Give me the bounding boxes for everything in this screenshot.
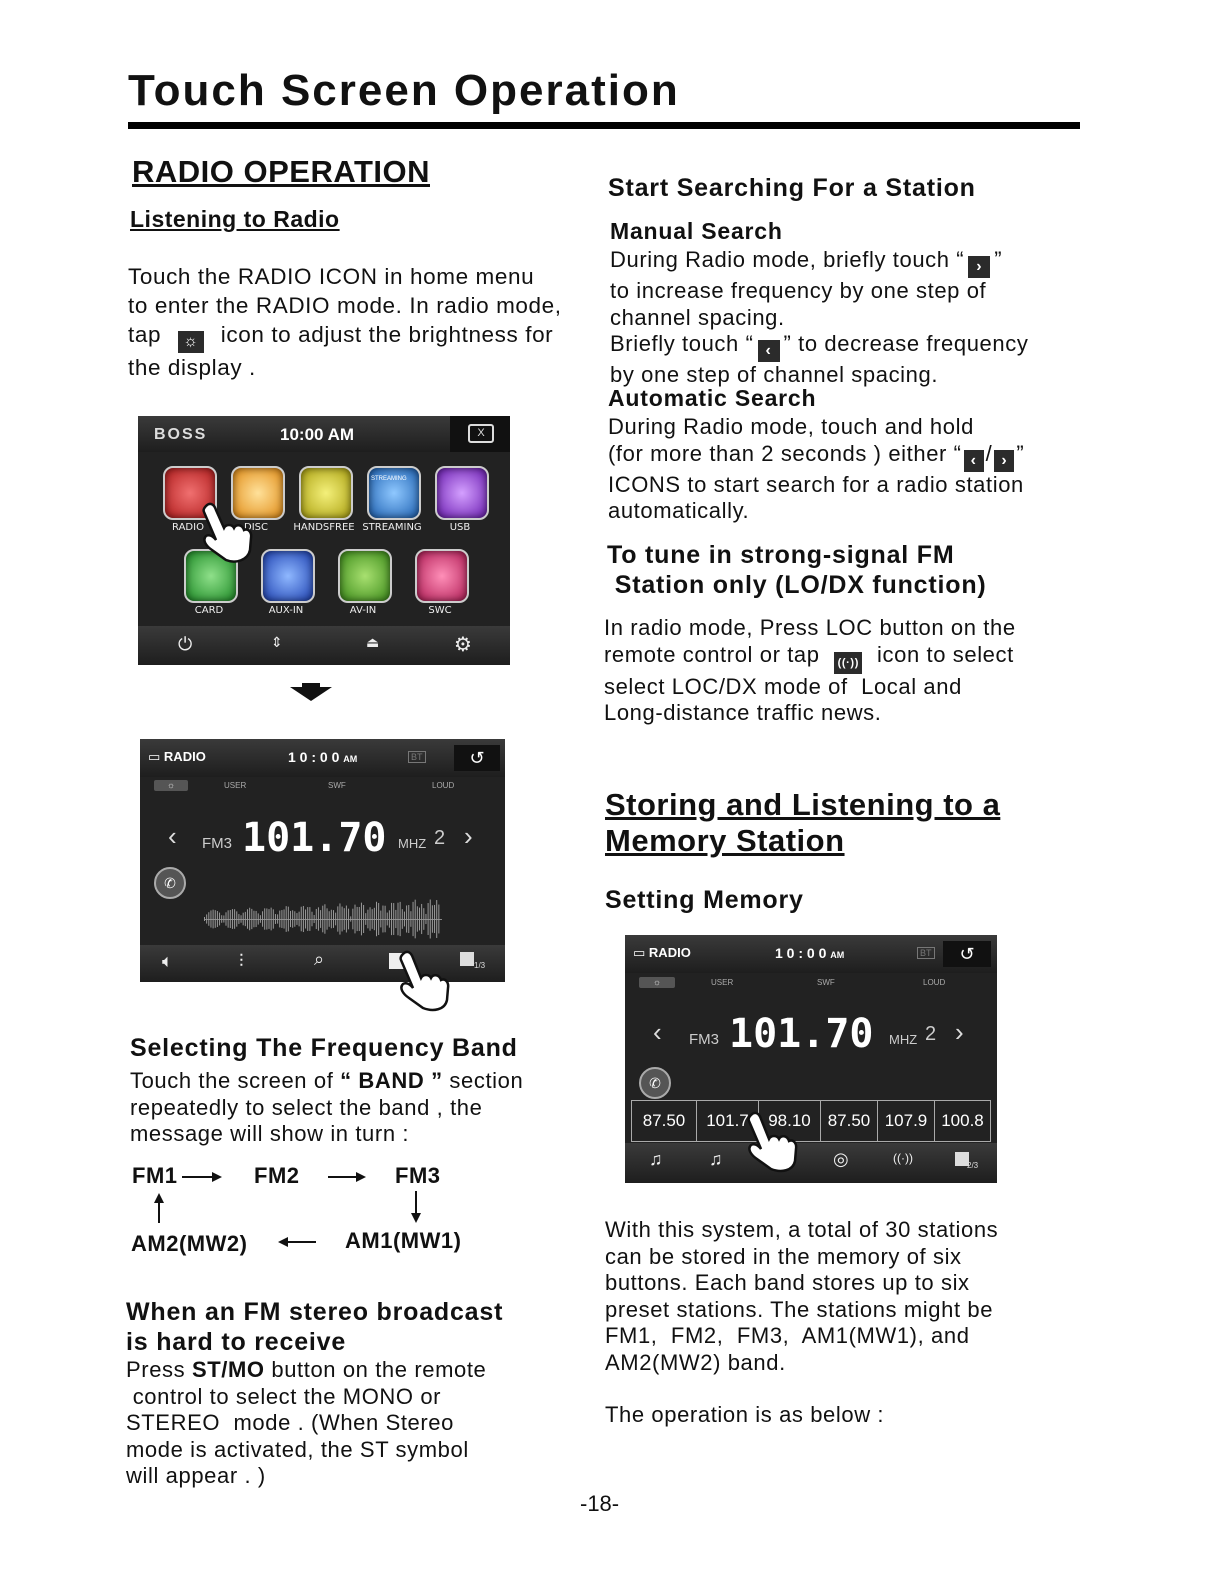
radio-clock-ampm: AM — [343, 754, 358, 764]
frequency-display: 101.70 — [242, 815, 387, 861]
memory-page-indicator: 2/3 — [967, 1161, 979, 1170]
spectrum-bar — [264, 908, 265, 929]
spectrum-bar — [357, 907, 358, 931]
brightness-toggle[interactable] — [154, 780, 188, 791]
brightness-icon: ☼ — [178, 331, 204, 353]
swc-app-icon[interactable] — [415, 549, 469, 603]
stereo-line-2: control to select the MONO or — [126, 1383, 442, 1409]
listening-heading: Listening to Radio — [130, 206, 340, 232]
spectrum-bar — [324, 904, 325, 933]
stereo-paragraph — [126, 1357, 586, 1490]
mode-swf[interactable]: SWF — [328, 781, 346, 790]
back-icon: ↺ — [959, 944, 975, 964]
listening-paragraph — [128, 262, 598, 382]
manual-line-3: channel spacing. — [610, 304, 785, 330]
locdx-line-2b: icon to select — [877, 641, 1014, 667]
spectrum-bar — [380, 911, 381, 928]
band-line-3: message will show in turn : — [130, 1121, 410, 1146]
band-label[interactable]: FM3 — [202, 835, 232, 852]
memory-bt-indicator: BT — [917, 947, 935, 959]
app-label-usb: USB — [449, 522, 471, 533]
spectrum-bar — [327, 908, 328, 929]
manual-search-heading: Manual Search — [610, 218, 783, 244]
locdx-line-4: Long-distance traffic news. — [604, 700, 882, 725]
spectrum-bar — [232, 909, 233, 929]
frequency-unit: MHZ — [398, 836, 427, 851]
spectrum-bar — [210, 910, 211, 927]
memory-tune-up-button[interactable]: › — [955, 1017, 964, 1047]
spectrum-bar — [307, 907, 308, 931]
listening-line-4: the display . — [128, 355, 256, 380]
search-heading: Start Searching For a Station — [608, 174, 976, 202]
locdx-heading — [607, 540, 987, 600]
app-label-aux-in: AUX-IN — [268, 605, 304, 616]
equalizer-icon[interactable]: ⫶ — [239, 951, 244, 971]
spectrum-bar — [241, 915, 242, 923]
spectrum-bar — [337, 906, 338, 931]
locdx-heading-2: Station only (LO/DX function) — [607, 571, 987, 599]
spectrum-bar — [428, 903, 429, 935]
radio-title: RADIO — [163, 749, 206, 764]
spectrum-bar — [275, 914, 276, 924]
stereo-heading-1: When an FM stereo broadcast — [126, 1298, 504, 1326]
next-arrow-icon: › — [994, 450, 1014, 472]
app-label-card: CARD — [194, 605, 224, 616]
manual-search-paragraph — [610, 247, 1090, 389]
band-fm3: FM3 — [395, 1163, 441, 1188]
spectrum-bar — [370, 907, 371, 931]
manual-line-1 — [610, 247, 1090, 278]
hand-pointer-preset-icon — [743, 1111, 803, 1175]
app-label-streaming: STREAMING — [362, 522, 422, 533]
memory-line-1: With this system, a total of 30 stations — [605, 1217, 999, 1242]
spectrum-bar — [430, 900, 431, 939]
hand-pointer-icon — [196, 502, 256, 564]
spectrum-bar — [342, 907, 343, 932]
screen-off-icon: X — [468, 424, 494, 443]
memory-line-5: FM1, FM2, FM3, AM1(MW1), and — [605, 1323, 970, 1348]
loc-dx-antenna-icon: ((·)) — [834, 652, 862, 674]
spectrum-bar — [352, 909, 353, 930]
spectrum-bar — [236, 911, 237, 926]
locdx-line-2 — [604, 642, 1084, 674]
spectrum-bar — [393, 903, 394, 935]
memory-radio-title: RADIO — [648, 945, 691, 960]
memory-heading-2: Memory Station — [605, 823, 845, 858]
manual-line-1a: During Radio mode, briefly touch “ — [610, 247, 965, 272]
manual-line-4a: Briefly touch “ — [610, 331, 754, 356]
memory-line-6: AM2(MW2) band. — [605, 1349, 786, 1375]
spectrum-bar — [374, 908, 375, 930]
memory-screenshot — [625, 935, 997, 1183]
memory-paragraph — [605, 1217, 1085, 1376]
stereo-line-1c: button on the remote — [271, 1357, 487, 1382]
spectrum-bar — [292, 910, 293, 927]
settings-gear-icon[interactable]: ⚙ — [454, 634, 472, 656]
preset-6[interactable]: 100.8 — [941, 1111, 984, 1130]
spectrum-bar — [253, 911, 254, 927]
app-label-radio: RADIO — [172, 522, 204, 533]
bt-indicator: BT — [408, 751, 426, 763]
stereo-line-5: will appear . ) — [126, 1463, 266, 1488]
memory-mode-user[interactable]: USER — [711, 978, 734, 987]
memory-clock-ampm: AM — [830, 950, 845, 960]
spectrum-bar — [279, 911, 280, 928]
power-icon[interactable]: ⏻ — [178, 634, 193, 654]
band-line-1b: “ BAND ” — [340, 1068, 443, 1093]
memory-bottom-bar — [625, 1143, 997, 1183]
memory-back-button[interactable] — [943, 941, 991, 967]
memory-line-4: preset stations. The stations might be — [605, 1296, 994, 1322]
spectrum-bar — [335, 913, 336, 926]
spectrum-bar — [419, 908, 420, 931]
spectrum-bar — [333, 910, 334, 928]
hand-pointer-band-icon — [395, 950, 461, 1014]
spectrum-bar — [391, 903, 392, 935]
brightness-small-icon: ☼ — [652, 977, 662, 987]
memory-clock-time: 1 0 : 0 0 — [775, 945, 827, 961]
band-line-1 — [130, 1068, 580, 1095]
spectrum-bar — [417, 906, 418, 931]
volume-icon[interactable]: 🔈︎ — [162, 951, 173, 971]
mode-user[interactable]: USER — [224, 781, 247, 790]
memory-radio-title-area — [633, 945, 691, 961]
spectrum-bar — [294, 911, 295, 926]
prev-arrow-icon: ‹ — [758, 340, 780, 362]
back-button[interactable] — [454, 745, 500, 771]
spectrum-bar — [245, 912, 246, 926]
spectrum-bar — [262, 911, 263, 926]
spectrum-bar — [322, 906, 323, 933]
spectrum-bar — [367, 910, 368, 929]
spectrum-bar — [256, 911, 257, 927]
spectrum-bar — [226, 912, 227, 925]
brightness-small-icon: ☼ — [166, 780, 176, 790]
eject-icon[interactable]: ⏏ — [366, 634, 380, 650]
spectrum-bar — [303, 906, 304, 932]
auto-line-2b: / — [985, 440, 993, 466]
spectrum-bar — [329, 911, 330, 927]
manual-line-4b: ” to decrease frequency — [783, 331, 1029, 356]
preset-2[interactable]: 101.7 — [697, 1101, 759, 1141]
spectrum-bar — [378, 903, 379, 935]
down-arrow-icon — [290, 683, 332, 703]
spectrum-bar — [372, 909, 373, 929]
tune-up-button[interactable]: › — [464, 821, 473, 851]
preset-1[interactable]: 87.50 — [632, 1101, 697, 1141]
locdx-heading-1: To tune in strong-signal FM — [607, 541, 955, 569]
memory-frequency-unit: MHZ — [889, 1032, 918, 1047]
memory-heading — [605, 787, 1000, 859]
spectrum-bar — [355, 905, 356, 934]
preset-5[interactable]: 107.9 — [878, 1101, 935, 1141]
home-screen-off-button[interactable] — [450, 416, 510, 452]
radio-title-area — [148, 749, 206, 765]
auto-line-2a: (for more than 2 seconds ) either “ — [608, 440, 962, 466]
spectrum-bar — [436, 900, 437, 938]
spectrum-bar — [413, 902, 414, 936]
band-fm2: FM2 — [254, 1163, 300, 1188]
spectrum-bar — [258, 913, 259, 924]
spectrum-bar — [219, 913, 220, 926]
manual-line-5: by one step of channel spacing. — [610, 362, 939, 387]
spectrum-bar — [260, 915, 261, 923]
auto-line-3: ICONS to start search for a radio station — [608, 471, 1024, 497]
page-icon[interactable] — [460, 952, 474, 966]
music-minus-icon[interactable]: ♫ — [649, 1149, 663, 1169]
spectrum-bar — [331, 910, 332, 929]
memory-line-2: can be stored in the memory of six — [605, 1243, 962, 1269]
stereo-line-1a: Press — [126, 1357, 186, 1382]
spectrum-bar — [410, 911, 411, 927]
stereo-heading-2: is hard to receive — [126, 1328, 347, 1356]
manual-line-4 — [610, 331, 1090, 362]
spectrum-bar — [312, 912, 313, 927]
spectrum-bar — [206, 914, 207, 923]
auto-line-4: automatically. — [608, 498, 750, 523]
listening-line-3 — [128, 320, 598, 353]
spectrum-bar — [266, 908, 267, 929]
locdx-paragraph — [604, 615, 1084, 727]
page-title: Touch Screen Operation — [128, 66, 680, 115]
prev-arrow-icon: ‹ — [964, 450, 984, 472]
spectrum-bar — [223, 915, 224, 922]
memory-mode-loud[interactable]: LOUD — [923, 978, 946, 987]
radio-clock-time: 1 0 : 0 0 — [288, 749, 340, 765]
memory-heading-1: Storing and Listening to a — [605, 787, 1001, 822]
band-am1: AM1(MW1) — [345, 1228, 462, 1253]
spectrum-bar — [400, 902, 401, 936]
spectrum-bar — [281, 910, 282, 928]
spectrum-bar — [273, 909, 274, 928]
radio-clock — [288, 749, 357, 765]
memory-operation-line: The operation is as below : — [605, 1402, 885, 1427]
preset-number: 2 — [434, 827, 446, 849]
aux-in-app-icon[interactable] — [261, 549, 315, 603]
tune-down-button[interactable]: ‹ — [168, 821, 177, 851]
band-am2: AM2(MW2) — [131, 1231, 248, 1256]
spectrum-bar — [318, 907, 319, 930]
spectrum-bar — [288, 907, 289, 932]
back-icon: ↺ — [469, 748, 485, 768]
band-line-2: repeatedly to select the band , the — [130, 1094, 483, 1120]
page-number: -18- — [580, 1491, 620, 1516]
band-line-1a: Touch the screen of — [130, 1068, 334, 1093]
streaming-badge: STREAMING — [371, 476, 407, 482]
loc-dx-icon[interactable]: ((·)) — [893, 1151, 913, 1165]
listening-line-2: to enter the RADIO mode. In radio mode, — [128, 293, 562, 318]
spectrum-bar — [301, 907, 302, 932]
spectrum-bar — [271, 908, 272, 931]
memory-tune-down-button[interactable]: ‹ — [653, 1017, 662, 1047]
spectrum-bar — [344, 908, 345, 930]
brand-logo: BOSS — [154, 426, 208, 443]
spectrum-bar — [438, 905, 439, 934]
spectrum-bar — [421, 904, 422, 934]
av-in-app-icon[interactable] — [338, 549, 392, 603]
auto-line-1: During Radio mode, touch and hold — [608, 414, 974, 439]
memory-clock — [775, 945, 844, 961]
usb-app-icon[interactable] — [435, 466, 489, 520]
band-fm1: FM1 — [132, 1163, 178, 1188]
setting-memory-heading: Setting Memory — [605, 886, 804, 914]
spectrum-bar — [406, 905, 407, 932]
locdx-line-2a: remote control or tap — [604, 641, 820, 667]
spectrum-bar — [309, 907, 310, 931]
memory-line-3: buttons. Each band stores up to six — [605, 1270, 970, 1295]
spectrum-bar — [423, 908, 424, 930]
radio-mode-screenshot — [140, 739, 505, 982]
app-label-handsfree: HANDSFREE — [293, 522, 355, 533]
spectrum-bar — [234, 909, 235, 929]
spectrum-bar — [339, 903, 340, 934]
spectrum-bar — [215, 910, 216, 928]
memory-mode-swf[interactable]: SWF — [817, 978, 835, 987]
stereo-line-1 — [126, 1357, 586, 1384]
memory-phone-button[interactable] — [639, 1067, 671, 1099]
spectrum-bar — [299, 912, 300, 927]
spectrum-bar — [247, 909, 248, 928]
spectrum-bar — [296, 913, 297, 925]
memory-brightness-toggle[interactable] — [639, 977, 675, 988]
preset-4[interactable]: 87.50 — [821, 1101, 878, 1141]
preset-bar — [631, 1100, 991, 1142]
auto-line-2c: ” — [1016, 440, 1025, 466]
spectrum-bar — [434, 905, 435, 933]
phone-icon: ✆ — [649, 1075, 661, 1091]
spectrum-bar — [284, 909, 285, 928]
auto-line-2 — [608, 441, 1088, 472]
memory-band-label[interactable]: FM3 — [689, 1031, 719, 1048]
spectrum-bar — [269, 909, 270, 929]
listening-line-3a: tap — [128, 322, 162, 347]
mode-loud[interactable]: LOUD — [432, 781, 455, 790]
band-cycle-arrows — [150, 1165, 450, 1255]
spectrum-bar — [221, 915, 222, 923]
music-plus-icon[interactable]: ♫ — [709, 1149, 723, 1169]
spectrum-bar — [230, 910, 231, 928]
stereo-line-4: mode is activated, the ST symbol — [126, 1436, 469, 1462]
phone-button[interactable] — [154, 867, 186, 899]
handsfree-app-icon[interactable] — [299, 466, 353, 520]
spectrum-bar — [251, 909, 252, 929]
spectrum-bar — [243, 913, 244, 926]
spectrum-bar — [415, 900, 416, 939]
auto-search-heading: Automatic Search — [608, 385, 817, 411]
app-label-swc: SWC — [428, 605, 452, 616]
spectrum-bar — [286, 906, 287, 932]
sort-icon[interactable]: ⇕ — [271, 634, 283, 650]
spectrum-bar — [316, 909, 317, 929]
radio-small-icon: ▭ — [148, 749, 161, 764]
spectrum-bar — [365, 913, 366, 925]
spectrum-bar — [314, 915, 315, 923]
streaming-app-icon[interactable] — [367, 466, 421, 520]
spectrum-bar — [320, 910, 321, 928]
title-rule — [128, 122, 1080, 129]
spectrum-bar — [238, 914, 239, 924]
app-label-av-in: AV-IN — [349, 605, 377, 616]
search-icon[interactable]: ⌕ — [314, 949, 325, 969]
manual-line-2: to increase frequency by one step of — [610, 278, 987, 303]
memory-preset-number: 2 — [925, 1023, 937, 1045]
spectrum-bar — [277, 914, 278, 923]
locdx-line-1: In radio mode, Press LOC button on the — [604, 615, 1016, 640]
spectrum-bar — [213, 910, 214, 929]
spectrum-bar — [395, 910, 396, 928]
stereo-heading — [126, 1297, 503, 1357]
page-indicator: 1/3 — [474, 961, 486, 970]
next-arrow-icon: › — [968, 256, 990, 278]
spectrum-bar — [385, 906, 386, 933]
spectrum-bar — [382, 906, 383, 933]
spectrum-bar — [346, 906, 347, 933]
stereo-line-3: STEREO mode . (When Stereo — [126, 1410, 454, 1435]
radio-operation-heading: RADIO OPERATION — [132, 154, 430, 189]
phone-icon: ✆ — [164, 875, 176, 891]
auto-search-paragraph — [608, 414, 1088, 525]
spectrum-bar — [350, 916, 351, 921]
spectrum-bar — [359, 907, 360, 931]
spectrum-bar — [425, 914, 426, 924]
band-heading: Selecting The Frequency Band — [130, 1034, 518, 1062]
spectrum-bar — [387, 913, 388, 926]
spectrum-bar — [228, 910, 229, 927]
spectrum-bar — [408, 905, 409, 933]
memory-frequency-display: 101.70 — [729, 1011, 874, 1057]
home-clock: 10:00 AM — [280, 425, 355, 444]
spectrum-bar — [363, 905, 364, 933]
locdx-line-3: select LOC/DX mode of Local and — [604, 673, 962, 699]
stereo-line-1b: ST/MO — [191, 1357, 265, 1382]
spectrum-bar — [432, 905, 433, 932]
radio-small-icon: ▭ — [633, 945, 646, 960]
preset-3[interactable]: 98.10 — [759, 1101, 821, 1141]
spectrum-bar — [376, 902, 377, 936]
band-line-1c: section — [449, 1068, 524, 1093]
audio-spectrum-visualizer — [204, 899, 442, 939]
spectrum-bar — [348, 909, 349, 930]
band-paragraph — [130, 1068, 580, 1148]
spectrum-bar — [208, 912, 209, 926]
spectrum-bar — [402, 909, 403, 929]
listening-line-3b: icon to adjust the brightness for — [220, 322, 554, 347]
spectrum-bar — [389, 910, 390, 927]
spectrum-bar — [204, 917, 205, 921]
listening-line-1: Touch the RADIO ICON in home menu — [128, 264, 535, 289]
spectrum-bar — [305, 909, 306, 928]
spectrum-bar — [249, 908, 250, 931]
spectrum-bar — [404, 912, 405, 927]
spectrum-bar — [217, 911, 218, 927]
spectrum-bar — [398, 903, 399, 936]
spectrum-bar — [290, 911, 291, 927]
spectrum-bar — [361, 903, 362, 936]
scan-icon[interactable]: ◎ — [833, 1149, 849, 1169]
app-label-disc: DISC — [244, 522, 268, 533]
home-menu-screenshot — [138, 416, 510, 665]
manual-line-1b: ” — [994, 247, 1003, 272]
